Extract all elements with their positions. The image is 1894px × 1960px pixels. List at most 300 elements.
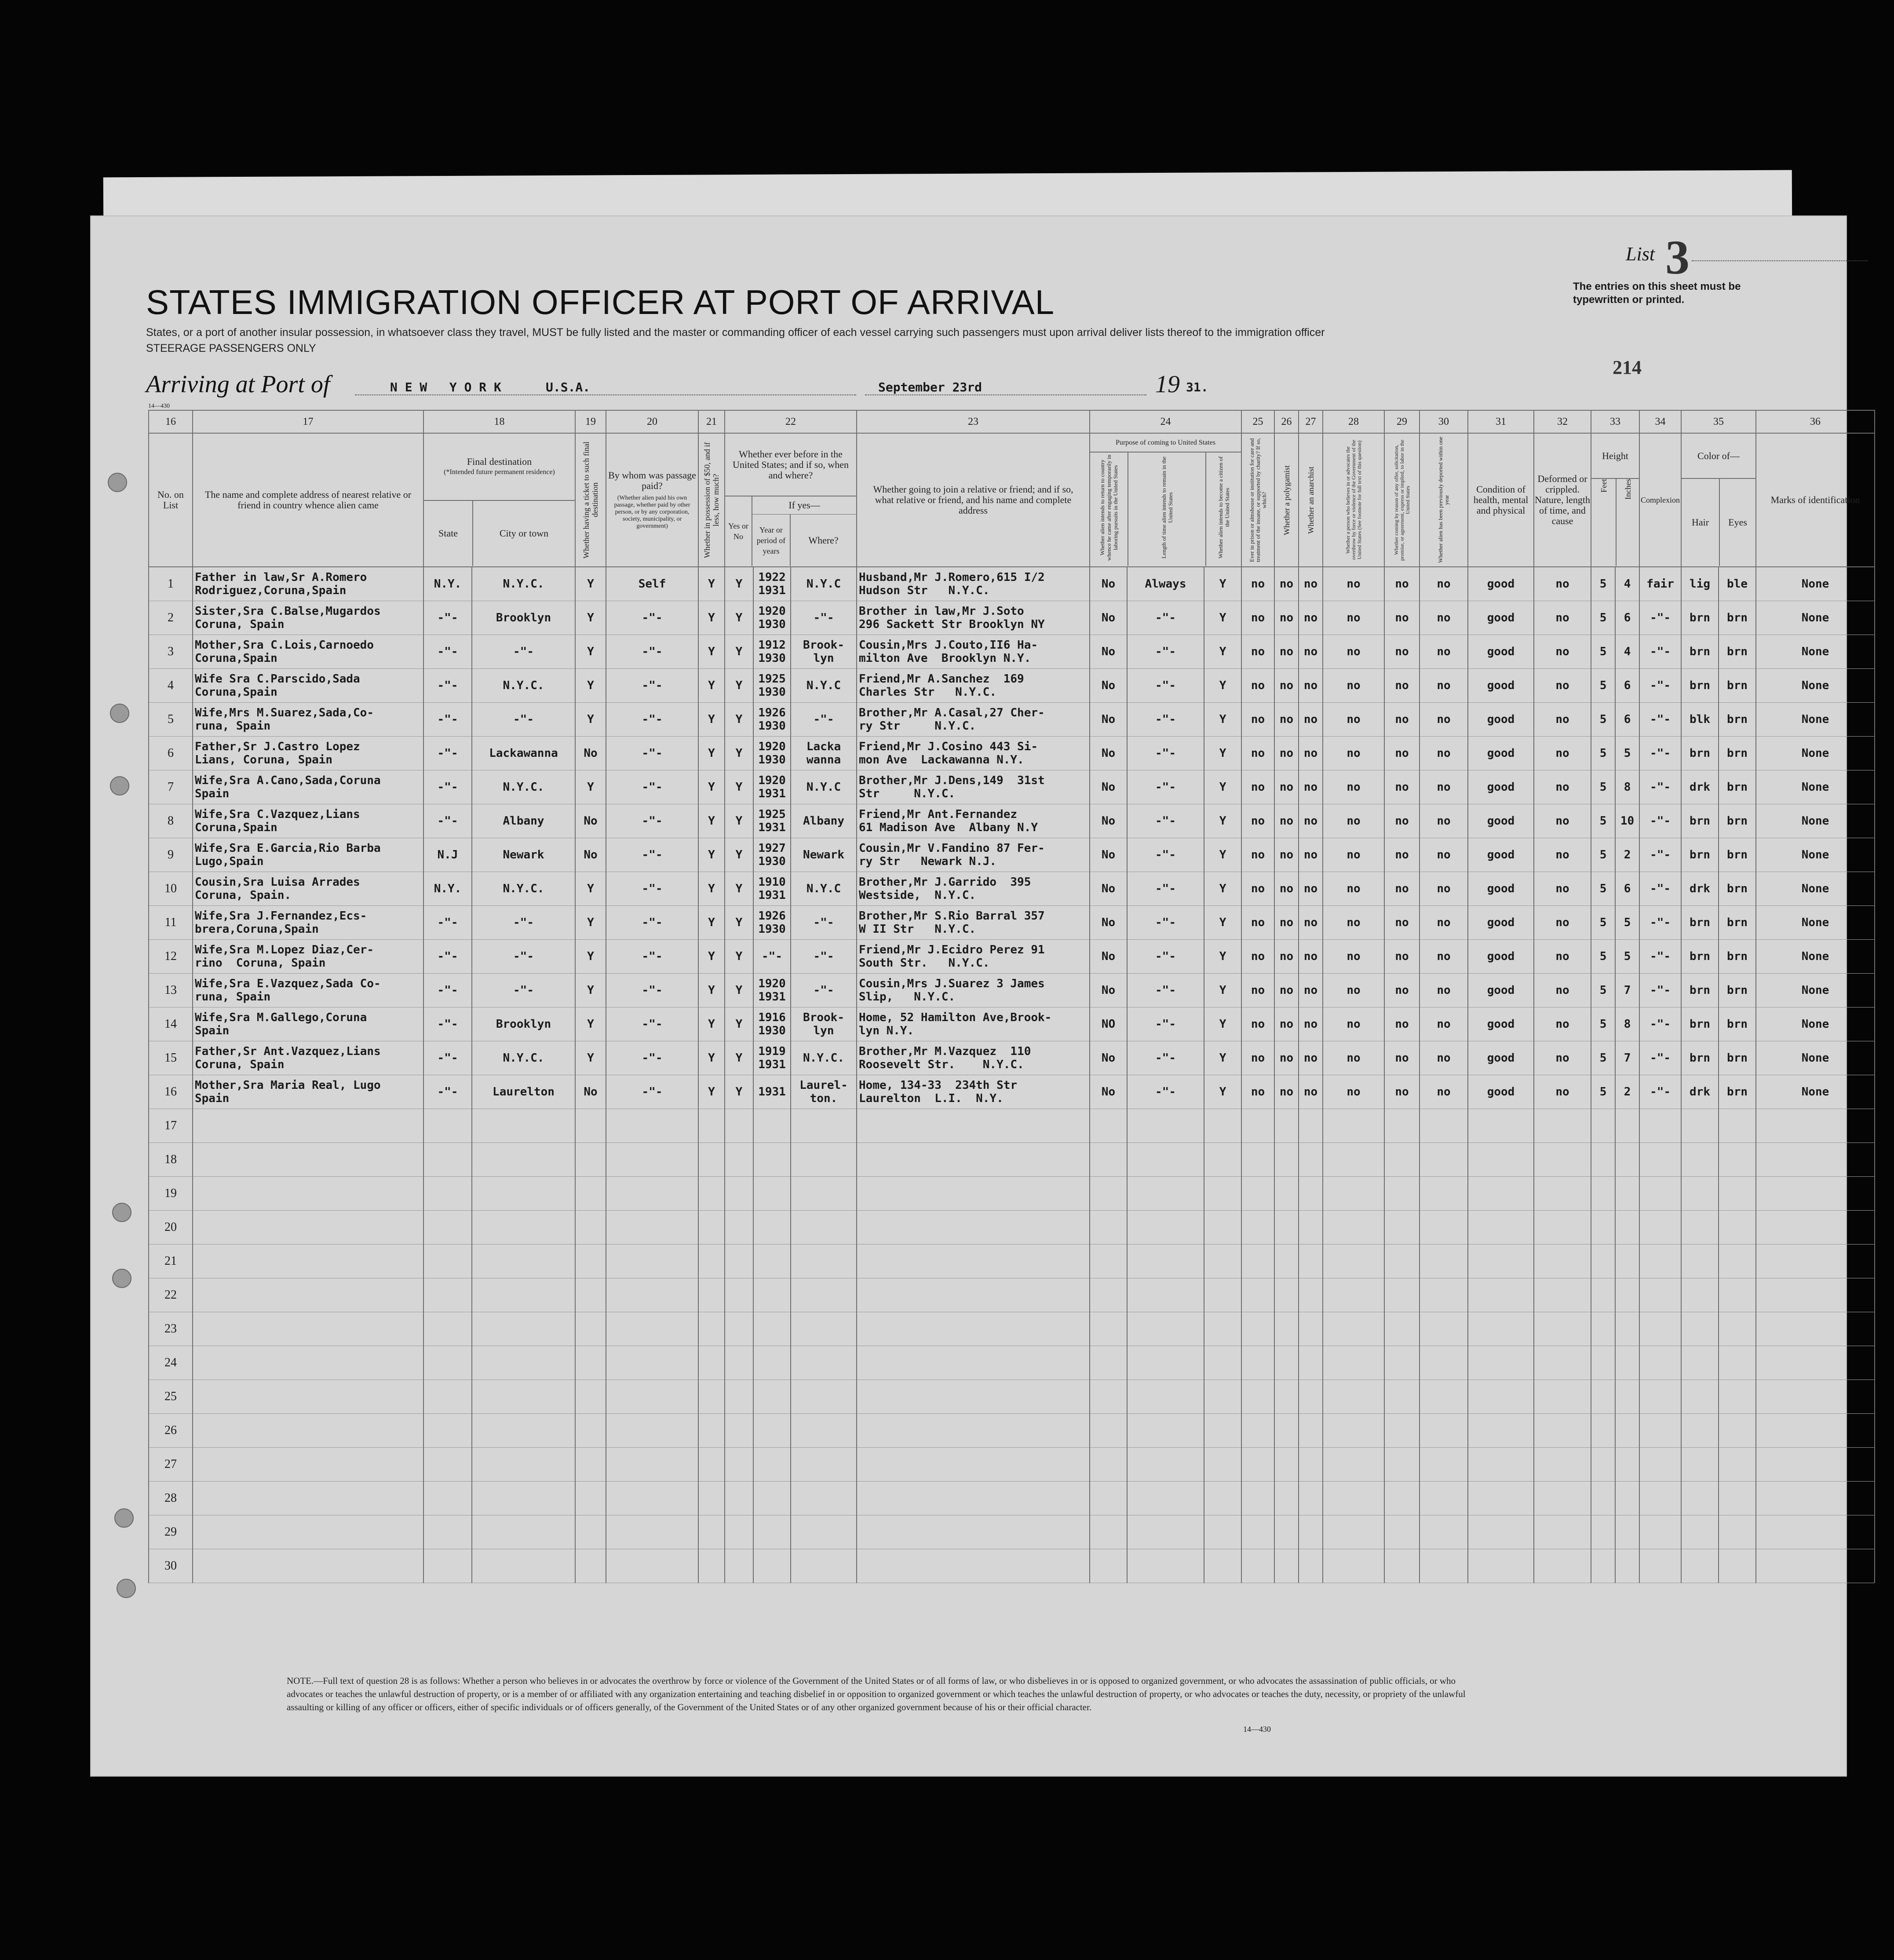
cell-deported: [1420, 1075, 1468, 1109]
cell-joining-relative: [857, 940, 1090, 974]
cell-polygamist: [1274, 1414, 1299, 1448]
cell-dest-city: [472, 1177, 575, 1211]
cell-dest-city: [472, 601, 575, 635]
prison-text: no: [1251, 679, 1265, 692]
cell-complexion: [1639, 1312, 1681, 1346]
cell-purpose-citizen: [1204, 1143, 1241, 1177]
ticket-text: No: [584, 848, 598, 861]
cell-health: [1468, 1109, 1534, 1143]
before-where-text: Albany: [803, 814, 844, 828]
cell-deformed: [1534, 1143, 1591, 1177]
cell-passage-paid-by: [606, 1007, 698, 1041]
been-before-text: Y: [735, 1085, 743, 1099]
cell-dest-state: [423, 1549, 472, 1583]
cell-eye-color: [1719, 1380, 1756, 1414]
overthrow-text: no: [1347, 611, 1361, 624]
health-text: good: [1487, 781, 1515, 794]
cell-purpose-length: [1127, 974, 1204, 1007]
purpose-return-text: No: [1101, 747, 1116, 760]
cell-height-inches: [1615, 1075, 1639, 1109]
money-50-text: Y: [708, 713, 715, 726]
cell-been-before: [725, 567, 753, 601]
before-years-text: 1925 1931: [758, 808, 786, 834]
cell-anarchist: [1299, 1482, 1323, 1515]
relative-address-text: Father,Sr J.Castro Lopez Lians, Coruna, Spain: [195, 740, 360, 766]
cell-height-feet: [1591, 974, 1615, 1007]
cell-anarchist: [1299, 770, 1323, 804]
port-line: [355, 394, 856, 395]
cell-been-before: [725, 1041, 753, 1075]
prison-text: no: [1251, 950, 1265, 963]
cell-anarchist: [1299, 601, 1323, 635]
cell-overthrow: [1323, 669, 1384, 703]
height-inches-text: 6: [1624, 713, 1631, 726]
line-number-text: 17: [164, 1119, 177, 1132]
table-row: [149, 1143, 1875, 1177]
cell-passage-paid-by: [606, 1245, 698, 1278]
overthrow-text: no: [1347, 679, 1361, 692]
list-number: 3: [1665, 230, 1690, 284]
cell-been-before: [725, 1380, 753, 1414]
cell-dest-city: [472, 703, 575, 737]
cell-deported: [1420, 838, 1468, 872]
cell-anarchist: [1299, 1075, 1323, 1109]
cell-before-years: [753, 1414, 791, 1448]
dest-city-text: -"-: [513, 950, 534, 963]
cell-been-before: [725, 1482, 753, 1515]
cell-before-years: [753, 1515, 791, 1549]
cell-eye-color: [1719, 1007, 1756, 1041]
cell-before-where: [791, 906, 857, 940]
deported-text: no: [1437, 577, 1451, 591]
cell-purpose-citizen: [1204, 1346, 1241, 1380]
cell-deported: [1420, 1515, 1468, 1549]
hdr-hair: Hair: [1682, 479, 1720, 566]
height-inches-text: 4: [1624, 645, 1631, 658]
joining-relative-text: Cousin,Mrs J.Couto,II6 Ha- milton Ave Brooklyn N.Y.: [859, 639, 1038, 665]
overthrow-text: no: [1347, 1085, 1361, 1099]
cell-eye-color: [1719, 804, 1756, 838]
cell-prison: [1241, 1245, 1274, 1278]
cell-purpose-citizen: [1204, 1109, 1241, 1143]
cell-dest-city: [472, 1414, 575, 1448]
cell-anarchist: [1299, 1448, 1323, 1482]
cell-health: [1468, 1007, 1534, 1041]
cell-eye-color: [1719, 906, 1756, 940]
cell-eye-color: [1719, 737, 1756, 770]
cell-relative-address: [193, 669, 423, 703]
dest-state-text: N.J: [437, 848, 458, 861]
cell-dest-state: [423, 1211, 472, 1245]
cell-hair-color: [1681, 1346, 1719, 1380]
cell-joining-relative: [857, 1109, 1090, 1143]
line-number-text: 4: [168, 679, 174, 692]
cell-prison: [1241, 1380, 1274, 1414]
hdr-deformed: Deformed or crippled. Nature, length of time, and cause: [1534, 433, 1591, 567]
cell-before-years: [753, 1245, 791, 1278]
cell-money-50: [698, 1549, 725, 1583]
cell-passage-paid-by: [606, 872, 698, 906]
cell-before-where: [791, 669, 857, 703]
cell-prison: [1241, 1041, 1274, 1075]
cell-before-years: [753, 669, 791, 703]
line-number-text: 23: [164, 1322, 177, 1336]
cell-polygamist: [1274, 1075, 1299, 1109]
table-row: [149, 601, 1875, 635]
cell-been-before: [725, 1346, 753, 1380]
cell-marks-id: [1756, 737, 1875, 770]
cell-health: [1468, 1549, 1534, 1583]
ticket-text: Y: [587, 916, 594, 929]
cell-complexion: [1639, 669, 1681, 703]
cell-ticket: [575, 1177, 606, 1211]
contract-labor-text: no: [1395, 814, 1409, 828]
prison-text: no: [1251, 848, 1265, 861]
cell-height-feet: [1591, 1177, 1615, 1211]
cell-purpose-citizen: [1204, 1549, 1241, 1583]
cell-been-before: [725, 838, 753, 872]
cell-anarchist: [1299, 1177, 1323, 1211]
cell-complexion: [1639, 1380, 1681, 1414]
form-number-top: 14—430: [148, 403, 170, 409]
been-before-text: Y: [735, 781, 743, 794]
cell-purpose-citizen: [1204, 737, 1241, 770]
cell-prison: [1241, 703, 1274, 737]
binder-hole: [110, 776, 129, 796]
cell-dest-state: [423, 1448, 472, 1482]
health-text: good: [1487, 679, 1515, 692]
cell-health: [1468, 838, 1534, 872]
cell-before-where: [791, 703, 857, 737]
polygamist-text: no: [1279, 950, 1294, 963]
cell-purpose-return: [1090, 669, 1127, 703]
cell-dest-city: [472, 974, 575, 1007]
cell-complexion: [1639, 737, 1681, 770]
been-before-text: Y: [735, 814, 743, 828]
col-num-31: 31: [1468, 410, 1534, 433]
cell-overthrow: [1323, 804, 1384, 838]
purpose-length-text: -"-: [1155, 781, 1176, 794]
cell-eye-color: [1719, 1278, 1756, 1312]
marks-id-text: None: [1801, 882, 1829, 895]
cell-dest-state: [423, 1312, 472, 1346]
cell-deported: [1420, 872, 1468, 906]
relative-address-text: Wife,Sra C.Vazquez,Lians Coruna,Spain: [195, 808, 360, 834]
purpose-citizen-text: Y: [1219, 713, 1226, 726]
joining-relative-text: Brother,Mr A.Casal,27 Cher- ry Str N.Y.C.: [859, 706, 1045, 733]
cell-deported: [1420, 1448, 1468, 1482]
col-num-24: 24: [1090, 410, 1241, 433]
money-50-text: Y: [708, 848, 715, 861]
cell-eye-color: [1719, 940, 1756, 974]
cell-purpose-return: [1090, 737, 1127, 770]
cell-complexion: [1639, 1482, 1681, 1515]
cell-height-feet: [1591, 635, 1615, 669]
cell-deported: [1420, 1177, 1468, 1211]
height-feet-text: 5: [1599, 814, 1607, 828]
cell-height-inches: [1615, 1143, 1639, 1177]
cell-line-number: [149, 906, 193, 940]
passage-paid-by-text: Self: [638, 577, 666, 591]
cell-overthrow: [1323, 703, 1384, 737]
cell-passage-paid-by: [606, 838, 698, 872]
cell-passage-paid-by: [606, 1482, 698, 1515]
anarchist-text: no: [1303, 611, 1318, 624]
passage-paid-by-text: -"-: [642, 950, 663, 963]
prison-text: no: [1251, 713, 1265, 726]
cell-been-before: [725, 1109, 753, 1143]
line-number-text: 8: [168, 814, 174, 828]
cell-before-years: [753, 1007, 791, 1041]
hdr-years: Year or period of years: [752, 515, 791, 566]
cell-purpose-citizen: [1204, 872, 1241, 906]
eye-color-text: brn: [1727, 645, 1748, 658]
before-years-text: 1920 1930: [758, 605, 786, 631]
cell-line-number: [149, 974, 193, 1007]
deformed-text: no: [1555, 916, 1569, 929]
table-row: [149, 906, 1875, 940]
cell-line-number: [149, 804, 193, 838]
cell-anarchist: [1299, 940, 1323, 974]
dest-city-text: Lackawanna: [489, 747, 558, 760]
polygamist-text: no: [1279, 747, 1294, 760]
cell-marks-id: [1756, 1482, 1875, 1515]
cell-contract-labor: [1384, 601, 1420, 635]
anarchist-text: no: [1303, 814, 1318, 828]
cell-deformed: [1534, 974, 1591, 1007]
anarchist-text: no: [1303, 950, 1318, 963]
purpose-return-text: No: [1101, 848, 1116, 861]
cell-contract-labor: [1384, 1109, 1420, 1143]
cell-health: [1468, 1482, 1534, 1515]
cell-deformed: [1534, 737, 1591, 770]
table-row: [149, 1177, 1875, 1211]
cell-polygamist: [1274, 669, 1299, 703]
cell-been-before: [725, 1075, 753, 1109]
hdr-inches: Inches: [1623, 479, 1632, 500]
complexion-text: -"-: [1650, 645, 1671, 658]
cell-before-years: [753, 1177, 791, 1211]
relative-address-text: Sister,Sra C.Balse,Mugardos Coruna, Spain: [195, 605, 381, 631]
cell-prison: [1241, 601, 1274, 635]
deported-text: no: [1437, 916, 1451, 929]
cell-money-50: [698, 1177, 725, 1211]
cell-overthrow: [1323, 567, 1384, 601]
cell-purpose-length: [1127, 1211, 1204, 1245]
col-num-34: 34: [1639, 410, 1681, 433]
overthrow-text: no: [1347, 577, 1361, 591]
overthrow-text: no: [1347, 814, 1361, 828]
cell-purpose-length: [1127, 1109, 1204, 1143]
ticket-text: No: [584, 1085, 598, 1099]
cell-polygamist: [1274, 601, 1299, 635]
col-num-20: 20: [606, 410, 698, 433]
cell-before-where: [791, 635, 857, 669]
line-number-text: 30: [164, 1559, 177, 1573]
purpose-citizen-text: Y: [1219, 611, 1226, 624]
cell-health: [1468, 1245, 1534, 1278]
purpose-return-text: No: [1101, 713, 1116, 726]
cell-contract-labor: [1384, 974, 1420, 1007]
cell-line-number: [149, 1007, 193, 1041]
before-where-text: -"-: [813, 984, 834, 997]
line-number-text: 5: [168, 712, 174, 726]
cell-deformed: [1534, 1515, 1591, 1549]
cell-height-inches: [1615, 601, 1639, 635]
cell-purpose-length: [1127, 567, 1204, 601]
cell-overthrow: [1323, 1380, 1384, 1414]
cell-line-number: [149, 940, 193, 974]
cell-height-feet: [1591, 1245, 1615, 1278]
height-inches-text: 2: [1624, 848, 1631, 861]
hdr-state: State: [424, 501, 473, 566]
cell-complexion: [1639, 804, 1681, 838]
cell-polygamist: [1274, 1278, 1299, 1312]
cell-marks-id: [1756, 601, 1875, 635]
cell-deformed: [1534, 703, 1591, 737]
table-row: [149, 1109, 1875, 1143]
cell-marks-id: [1756, 1143, 1875, 1177]
cell-marks-id: [1756, 770, 1875, 804]
cell-relative-address: [193, 1177, 423, 1211]
cell-been-before: [725, 974, 753, 1007]
cell-before-where: [791, 601, 857, 635]
cell-hair-color: [1681, 1245, 1719, 1278]
hdr-color: [1681, 433, 1756, 567]
line-number-text: 18: [164, 1153, 177, 1166]
cell-height-inches: [1615, 737, 1639, 770]
hair-color-text: brn: [1690, 950, 1711, 963]
cell-passage-paid-by: [606, 669, 698, 703]
cell-joining-relative: [857, 1245, 1090, 1278]
cell-ticket: [575, 601, 606, 635]
cell-height-feet: [1591, 703, 1615, 737]
manifest-table-wrapper: [148, 410, 1860, 1583]
cell-dest-state: [423, 1109, 472, 1143]
cell-passage-paid-by: [606, 1414, 698, 1448]
eye-color-text: brn: [1727, 679, 1748, 692]
polygamist-text: no: [1279, 814, 1294, 828]
marks-id-text: None: [1801, 747, 1829, 760]
cell-anarchist: [1299, 1143, 1323, 1177]
cell-marks-id: [1756, 1109, 1875, 1143]
cell-height-feet: [1591, 1346, 1615, 1380]
cell-purpose-citizen: [1204, 838, 1241, 872]
cell-hair-color: [1681, 1380, 1719, 1414]
cell-dest-city: [472, 906, 575, 940]
cell-hair-color: [1681, 1515, 1719, 1549]
cell-joining-relative: [857, 635, 1090, 669]
cell-dest-state: [423, 1278, 472, 1312]
purpose-citizen-text: Y: [1219, 1051, 1226, 1065]
cell-hair-color: [1681, 1143, 1719, 1177]
dest-city-text: -"-: [513, 916, 534, 929]
polygamist-text: no: [1279, 916, 1294, 929]
cell-relative-address: [193, 1211, 423, 1245]
cell-deformed: [1534, 1549, 1591, 1583]
cell-passage-paid-by: [606, 1346, 698, 1380]
height-feet-text: 5: [1599, 882, 1607, 895]
cell-relative-address: [193, 1007, 423, 1041]
cell-been-before: [725, 804, 753, 838]
cell-money-50: [698, 1380, 725, 1414]
dest-city-text: Newark: [503, 848, 544, 861]
been-before-text: Y: [735, 1051, 743, 1065]
cell-polygamist: [1274, 1245, 1299, 1278]
cell-ticket: [575, 1380, 606, 1414]
hair-color-text: blk: [1690, 713, 1711, 726]
hdr-before-yes-no: Yes or No: [725, 496, 752, 566]
cell-complexion: [1639, 1549, 1681, 1583]
cell-relative-address: [193, 1245, 423, 1278]
cell-line-number: [149, 1515, 193, 1549]
cell-prison: [1241, 804, 1274, 838]
cell-eye-color: [1719, 669, 1756, 703]
cell-dest-state: [423, 974, 472, 1007]
cell-anarchist: [1299, 635, 1323, 669]
hdr-purpose-return: Whether alien intends to return to country whence he came after engaging temporarily in laboring pursuits in the United States: [1099, 454, 1119, 561]
health-text: good: [1487, 1051, 1515, 1065]
cell-before-years: [753, 1312, 791, 1346]
line-number-text: 28: [164, 1491, 177, 1505]
cell-purpose-return: [1090, 974, 1127, 1007]
deported-text: no: [1437, 611, 1451, 624]
anarchist-text: no: [1303, 713, 1318, 726]
passage-paid-by-text: -"-: [642, 814, 663, 828]
cell-purpose-length: [1127, 703, 1204, 737]
cell-marks-id: [1756, 703, 1875, 737]
cell-marks-id: [1756, 1448, 1875, 1482]
binder-hole: [114, 1508, 134, 1528]
cell-purpose-length: [1127, 838, 1204, 872]
deported-text: no: [1437, 1085, 1451, 1099]
polygamist-text: no: [1279, 679, 1294, 692]
joining-relative-text: Friend,Mr J.Ecidro Perez 91 South Str. N.Y.C.: [859, 943, 1045, 970]
cell-ticket: [575, 1041, 606, 1075]
cell-marks-id: [1756, 1177, 1875, 1211]
cell-before-years: [753, 1346, 791, 1380]
hdr-eyes: Eyes: [1728, 517, 1747, 528]
cell-deported: [1420, 737, 1468, 770]
cell-prison: [1241, 906, 1274, 940]
cell-health: [1468, 567, 1534, 601]
cell-anarchist: [1299, 1549, 1323, 1583]
money-50-text: Y: [708, 577, 715, 591]
cell-height-inches: [1615, 1482, 1639, 1515]
cell-been-before: [725, 1143, 753, 1177]
cell-deformed: [1534, 1109, 1591, 1143]
anarchist-text: no: [1303, 916, 1318, 929]
contract-labor-text: no: [1395, 916, 1409, 929]
cell-ticket: [575, 669, 606, 703]
cell-dest-city: [472, 804, 575, 838]
cell-deported: [1420, 1007, 1468, 1041]
cell-money-50: [698, 872, 725, 906]
marks-id-text: None: [1801, 713, 1829, 726]
cell-complexion: [1639, 567, 1681, 601]
prison-text: no: [1251, 882, 1265, 895]
anarchist-text: no: [1303, 848, 1318, 861]
dest-state-text: -"-: [437, 679, 458, 692]
cell-purpose-citizen: [1204, 669, 1241, 703]
overthrow-text: no: [1347, 950, 1361, 963]
ticket-text: Y: [587, 882, 594, 895]
cell-line-number: [149, 1549, 193, 1583]
overthrow-text: no: [1347, 781, 1361, 794]
cell-money-50: [698, 1346, 725, 1380]
purpose-citizen-text: Y: [1219, 950, 1226, 963]
cell-anarchist: [1299, 737, 1323, 770]
